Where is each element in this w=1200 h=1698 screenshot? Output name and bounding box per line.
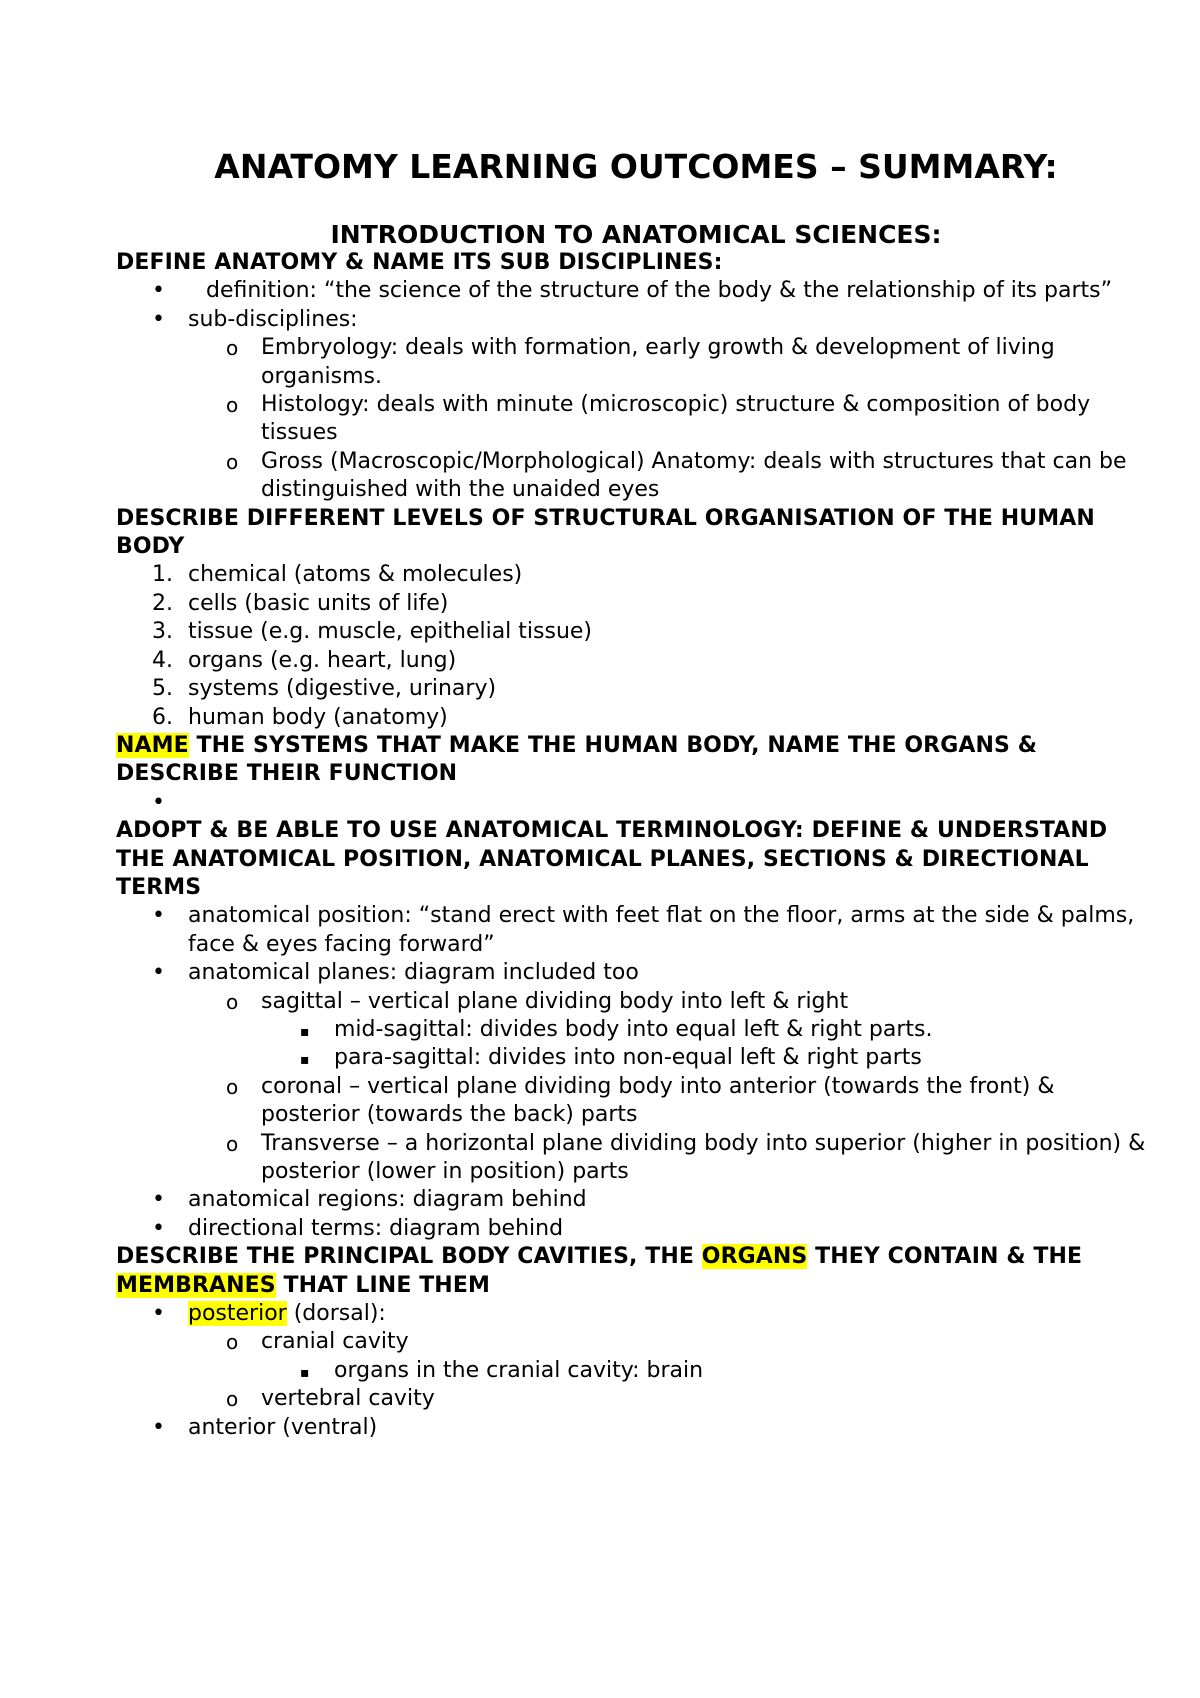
highlighted-text: MEMBRANES	[116, 1272, 276, 1298]
heading-structural-levels: DESCRIBE DIFFERENT LEVELS OF STRUCTURAL ORGANISATION OF THE HUMAN BODY	[116, 505, 1095, 560]
item-number: 4.	[152, 647, 173, 673]
heading-body-systems	[116, 732, 1156, 789]
circle-marker: o	[226, 393, 239, 418]
item-text: Transverse – a horizontal plane dividing body into superior (higher in position) & posterior (lower in position) parts	[261, 1130, 1146, 1184]
list-item	[116, 1186, 1156, 1214]
list-item	[116, 1385, 1156, 1413]
numbered-item	[116, 675, 1156, 703]
bullet-marker: •	[152, 306, 165, 332]
heading-body-cavities	[116, 1243, 1156, 1300]
list-item	[116, 1414, 1156, 1442]
item-text: tissue (e.g. muscle, epithelial tissue)	[188, 619, 593, 645]
item-text: (dorsal):	[286, 1301, 386, 1327]
item-number: 5.	[152, 676, 173, 702]
item-text: sub-disciplines:	[188, 306, 358, 332]
item-text: vertebral cavity	[261, 1386, 435, 1412]
numbered-item	[116, 647, 1156, 675]
item-text: sagittal – vertical plane dividing body into left & right	[261, 988, 849, 1014]
item-text: human body (anatomy)	[188, 704, 448, 730]
item-text: directional terms: diagram behind	[188, 1215, 564, 1241]
list-item	[116, 306, 1156, 334]
circle-marker: o	[226, 336, 239, 361]
heading-text: THAT LINE THEM	[275, 1272, 490, 1298]
highlighted-text: ORGANS	[701, 1244, 808, 1270]
numbered-item	[116, 561, 1156, 589]
section-subtitle: INTRODUCTION TO ANATOMICAL SCIENCES:	[330, 220, 942, 249]
circle-marker: o	[226, 1330, 239, 1355]
square-marker: ▪	[300, 1364, 310, 1381]
item-text: Embryology: deals with formation, early growth & development of living organisms.	[261, 335, 1055, 389]
item-text: anatomical planes: diagram included too	[188, 960, 639, 986]
item-text: para-sagittal: divides into non-equal left & right parts	[334, 1045, 922, 1071]
bullet-marker: •	[152, 1215, 165, 1241]
list-item	[116, 1044, 1156, 1072]
bullet-marker: •	[152, 1187, 165, 1213]
item-text: coronal – vertical plane dividing body into anterior (towards the front) & posterior (towards the back) parts	[261, 1073, 1055, 1128]
item-text: anatomical regions: diagram behind	[188, 1187, 587, 1213]
heading-text: DESCRIBE THE PRINCIPAL BODY CAVITIES, THE	[116, 1244, 702, 1270]
document-title: ANATOMY LEARNING OUTCOMES – SUMMARY:	[214, 147, 1058, 186]
list-item	[116, 1357, 1156, 1385]
square-marker: ▪	[300, 1023, 310, 1040]
list-item	[116, 448, 1156, 505]
list-item	[116, 1130, 1156, 1187]
item-text: cranial cavity	[261, 1329, 409, 1355]
numbered-item	[116, 618, 1156, 646]
empty-list-item	[116, 789, 1156, 817]
bullet-marker: •	[152, 1301, 165, 1327]
item-text: anterior (ventral)	[188, 1414, 378, 1440]
list-item	[116, 1328, 1156, 1356]
item-number: 3.	[152, 619, 173, 645]
item-text: mid-sagittal: divides body into equal left & right parts.	[334, 1016, 933, 1042]
list-item	[116, 277, 1156, 305]
item-text: systems (digestive, urinary)	[188, 676, 497, 702]
bullet-marker: •	[152, 278, 165, 304]
list-item	[116, 1073, 1156, 1130]
circle-marker: o	[226, 449, 239, 474]
heading-text: THEY CONTAIN & THE	[807, 1244, 1083, 1270]
item-text: chemical (atoms & molecules)	[188, 562, 523, 588]
list-item	[116, 1016, 1156, 1044]
item-number: 1.	[152, 562, 173, 588]
item-text: organs in the cranial cavity: brain	[334, 1357, 704, 1383]
item-text: Histology: deals with minute (microscopic) structure & composition of body tissues	[261, 392, 1091, 446]
list-item	[116, 334, 1156, 391]
bullet-marker: •	[152, 960, 165, 986]
item-text: organs (e.g. heart, lung)	[188, 647, 457, 673]
item-text: definition: “the science of the structure of the body & the relationship of its parts”	[206, 278, 1112, 304]
heading-define-anatomy: DEFINE ANATOMY & NAME ITS SUB DISCIPLINES:	[116, 250, 723, 275]
bullet-marker: •	[152, 903, 165, 929]
list-item	[116, 902, 1156, 959]
item-text: anatomical position: “stand erect with feet flat on the floor, arms at the side & palms, face & eyes facing forward”	[188, 903, 1135, 957]
bullet-marker: •	[152, 789, 165, 815]
document-page	[116, 146, 1156, 1442]
bullet-marker: •	[152, 1414, 165, 1440]
numbered-item	[116, 704, 1156, 732]
numbered-item	[116, 590, 1156, 618]
highlighted-text: posterior	[188, 1301, 287, 1327]
heading-anatomical-terminology: ADOPT & BE ABLE TO USE ANATOMICAL TERMINOLOGY: DEFINE & UNDERSTAND THE ANATOMICAL POSITION, ANATOMICAL PLANES, SECTIONS & DIRECTIONAL TERMS	[116, 818, 1108, 900]
item-number: 6.	[152, 704, 173, 730]
list-item	[116, 391, 1156, 448]
square-marker: ▪	[300, 1052, 310, 1069]
circle-marker: o	[226, 1131, 239, 1156]
item-text: Gross (Macroscopic/Morphological) Anatomy: deals with structures that can be distinguished with the unaided eyes	[261, 448, 1127, 503]
heading-text: THE SYSTEMS THAT MAKE THE HUMAN BODY, NAME THE ORGANS & DESCRIBE THEIR FUNCTION	[116, 732, 1038, 787]
list-item	[116, 1215, 1156, 1243]
list-item	[116, 988, 1156, 1016]
item-text: cells (basic units of life)	[188, 590, 449, 616]
circle-marker: o	[226, 1074, 239, 1099]
circle-marker: o	[226, 989, 239, 1014]
highlighted-text: NAME	[116, 732, 189, 758]
circle-marker: o	[226, 1387, 239, 1412]
list-item	[116, 1300, 1156, 1328]
item-number: 2.	[152, 590, 173, 616]
list-item	[116, 959, 1156, 987]
